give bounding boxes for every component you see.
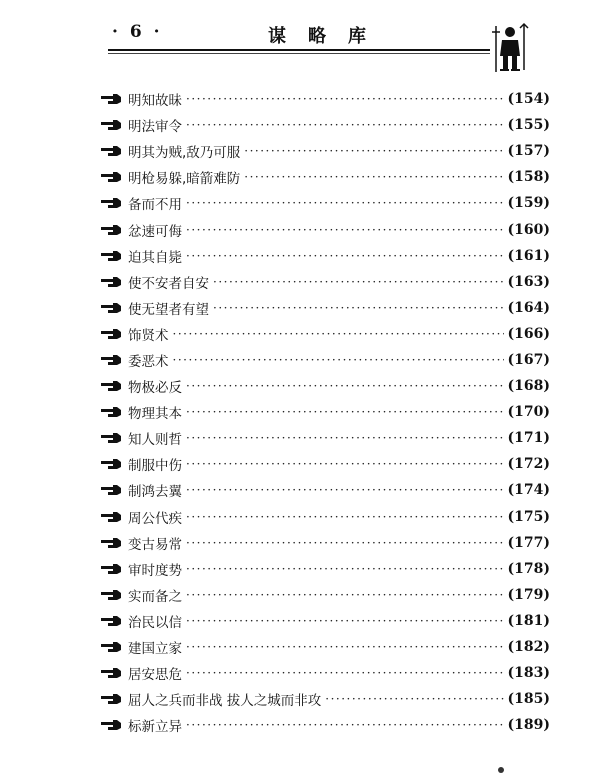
- pointing-hand-icon: [100, 667, 122, 679]
- pointing-hand-icon: [100, 380, 122, 392]
- toc-entry-page: (189): [507, 717, 550, 734]
- toc-entry-title: 明法审令: [128, 119, 182, 136]
- toc-entry[interactable]: [100, 582, 550, 608]
- toc-entry-page: (155): [507, 117, 550, 134]
- toc-entry-title: 备而不用: [128, 197, 182, 214]
- pointing-hand-icon: [100, 328, 122, 340]
- toc-entry[interactable]: [100, 216, 550, 242]
- pointing-hand-icon: [100, 589, 122, 601]
- toc-entry-title: 明枪易躲,暗箭难防: [128, 171, 241, 188]
- dot-leader: [186, 118, 504, 132]
- dot-leader: [186, 562, 504, 576]
- toc-entry-title: 制鸿去翼: [128, 484, 182, 501]
- toc-entry-page: (168): [507, 378, 550, 395]
- dot-leader: [186, 92, 504, 106]
- pointing-hand-icon: [100, 563, 122, 575]
- dot-leader: [213, 301, 504, 315]
- toc-entry-title: 物极必反: [128, 380, 182, 397]
- pointing-hand-icon: [100, 197, 122, 209]
- toc-entry-title: 忿速可侮: [128, 223, 182, 240]
- toc-entry-title: 明其为贼,敌乃可服: [128, 145, 241, 162]
- toc-entry-title: 周公代疾: [128, 510, 182, 527]
- toc-entry-title: 建国立家: [128, 641, 182, 658]
- toc-entry-page: (154): [507, 91, 550, 108]
- toc-entry-page: (171): [507, 430, 550, 447]
- dot-leader: [186, 249, 504, 263]
- toc-entry-title: 居安思危: [128, 667, 182, 684]
- dot-leader: [186, 588, 504, 602]
- dot-leader: [186, 431, 504, 445]
- dot-leader: [186, 614, 504, 628]
- dot-leader: [173, 327, 504, 341]
- toc-entry-page: (166): [507, 325, 550, 342]
- dot-leader: [186, 718, 504, 732]
- toc-entry-page: (157): [507, 143, 550, 160]
- toc-entry-title: 知人则哲: [128, 432, 182, 449]
- toc-entry[interactable]: [100, 138, 550, 164]
- dot-leader: [186, 196, 504, 210]
- toc-entry-page: (161): [507, 247, 550, 264]
- toc-entry[interactable]: [100, 556, 550, 582]
- toc-entry[interactable]: [100, 321, 550, 347]
- toc-entry[interactable]: [100, 660, 550, 686]
- toc-entry-title: 屈人之兵而非战 拔人之城而非攻: [128, 693, 322, 710]
- pointing-hand-icon: [100, 93, 122, 105]
- toc-entry-page: (163): [507, 273, 550, 290]
- toc-entry[interactable]: [100, 425, 550, 451]
- toc-entry-page: (164): [507, 299, 550, 316]
- dot-leader: [186, 483, 504, 497]
- pointing-hand-icon: [100, 276, 122, 288]
- toc-entry-title: 饰贤术: [128, 327, 169, 344]
- toc-entry-page: (177): [507, 534, 550, 551]
- toc-entry-page: (179): [507, 586, 550, 603]
- toc-entry-page: (178): [507, 560, 550, 577]
- toc-entry[interactable]: [100, 373, 550, 399]
- toc-entry[interactable]: [100, 608, 550, 634]
- pointing-hand-icon: [100, 406, 122, 418]
- dot-leader: [244, 170, 503, 184]
- book-title: 谋略库: [268, 26, 388, 47]
- pointing-hand-icon: [100, 145, 122, 157]
- toc-entry[interactable]: [100, 504, 550, 530]
- header-rule: [108, 49, 490, 51]
- page-header: [0, 0, 613, 80]
- toc-entry-page: (170): [507, 404, 550, 421]
- toc-entry[interactable]: [100, 686, 550, 712]
- toc-entry-title: 使无望者有望: [128, 301, 209, 318]
- pointing-hand-icon: [100, 537, 122, 549]
- toc-entry[interactable]: [100, 347, 550, 373]
- toc-entry-title: 物理其本: [128, 406, 182, 423]
- pointing-hand-icon: [100, 224, 122, 236]
- pointing-hand-icon: [100, 119, 122, 131]
- toc-entry-title: 标新立异: [128, 719, 182, 736]
- toc-entry-page: (167): [507, 351, 550, 368]
- pointing-hand-icon: [100, 615, 122, 627]
- dot-leader: [186, 536, 504, 550]
- toc-entry-page: (183): [507, 665, 550, 682]
- toc-entry[interactable]: [100, 164, 550, 190]
- dot-leader: [173, 353, 504, 367]
- pointing-hand-icon: [100, 302, 122, 314]
- pointing-hand-icon: [100, 432, 122, 444]
- toc-entry[interactable]: [100, 634, 550, 660]
- toc-entry-title: 审时度势: [128, 562, 182, 579]
- pointing-hand-icon: [100, 511, 122, 523]
- dot-leader: [186, 510, 504, 524]
- toc-entry-title: 变古易常: [128, 536, 182, 553]
- toc-entry-page: (160): [507, 221, 550, 238]
- toc-entry[interactable]: [100, 86, 550, 112]
- toc-entry[interactable]: [100, 295, 550, 321]
- table-of-contents: [100, 86, 550, 738]
- toc-entry-page: (182): [507, 639, 550, 656]
- toc-entry-title: 迫其自毙: [128, 249, 182, 266]
- dot-leader: [186, 457, 504, 471]
- toc-entry-page: (181): [507, 612, 550, 629]
- warrior-figure-icon: [490, 22, 530, 74]
- toc-entry[interactable]: [100, 190, 550, 216]
- toc-entry[interactable]: [100, 399, 550, 425]
- toc-entry[interactable]: [100, 112, 550, 138]
- pointing-hand-icon: [100, 458, 122, 470]
- header-rule-thin: [108, 53, 490, 54]
- dot-leader: [186, 666, 504, 680]
- toc-entry-page: (172): [507, 456, 550, 473]
- toc-entry-title: 使不安者自安: [128, 275, 209, 292]
- pointing-hand-icon: [100, 484, 122, 496]
- dot-leader: [186, 379, 504, 393]
- pointing-hand-icon: [100, 250, 122, 262]
- dot-leader: [325, 692, 503, 706]
- toc-entry[interactable]: [100, 712, 550, 738]
- toc-entry-page: (185): [507, 691, 550, 708]
- pointing-hand-icon: [100, 693, 122, 705]
- dot-leader: [186, 405, 504, 419]
- toc-entry-page: (159): [507, 195, 550, 212]
- toc-entry[interactable]: [100, 269, 550, 295]
- toc-entry-title: 制服中伤: [128, 458, 182, 475]
- toc-entry[interactable]: [100, 243, 550, 269]
- toc-entry-page: (174): [507, 482, 550, 499]
- pointing-hand-icon: [100, 171, 122, 183]
- page-number: · 6 ·: [112, 22, 163, 42]
- print-smudge: [498, 767, 504, 773]
- dot-leader: [186, 640, 504, 654]
- toc-entry-title: 委恶术: [128, 353, 169, 370]
- toc-entry-title: 明知故昧: [128, 93, 182, 110]
- toc-entry-page: (175): [507, 508, 550, 525]
- toc-entry-page: (158): [507, 169, 550, 186]
- toc-entry[interactable]: [100, 530, 550, 556]
- pointing-hand-icon: [100, 354, 122, 366]
- dot-leader: [244, 144, 503, 158]
- toc-entry[interactable]: [100, 451, 550, 477]
- toc-entry-title: 治民以信: [128, 614, 182, 631]
- pointing-hand-icon: [100, 719, 122, 731]
- dot-leader: [213, 275, 504, 289]
- toc-entry-title: 实而备之: [128, 588, 182, 605]
- pointing-hand-icon: [100, 641, 122, 653]
- dot-leader: [186, 223, 504, 237]
- toc-entry[interactable]: [100, 477, 550, 503]
